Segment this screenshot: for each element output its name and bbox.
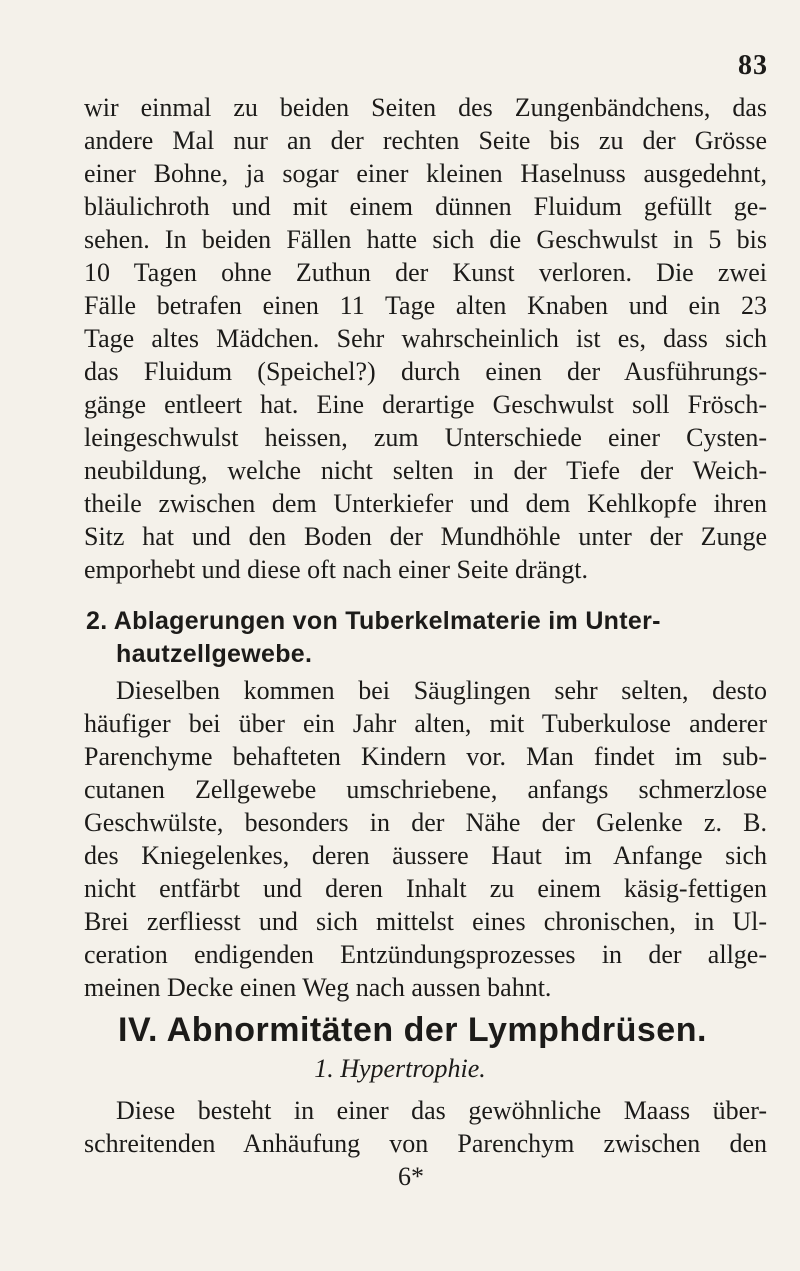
text-line: gänge entleert hat. Eine derartige Geschwulst soll Frösch-: [84, 390, 767, 419]
text-line: schreitenden Anhäufung von Parenchym zwischen den: [84, 1129, 767, 1158]
text-line: sehen. In beiden Fällen hatte sich die Geschwulst in 5 bis: [84, 225, 767, 254]
text-line: leingeschwulst heissen, zum Unterschiede einer Cysten-: [84, 423, 767, 452]
text-line: Brei zerfliesst und sich mittelst eines chronischen, in Ul-: [84, 907, 767, 936]
section-heading: 2. Ablagerungen von Tuberkelmaterie im Unter-: [86, 607, 661, 635]
text-line: emporhebt und diese oft nach einer Seite drängt.: [84, 555, 588, 584]
text-line: Parenchyme behafteten Kindern vor. Man findet im sub-: [84, 742, 767, 771]
subsection-heading: 1. Hypertrophie.: [314, 1054, 486, 1083]
text-line: häufiger bei über ein Jahr alten, mit Tuberkulose anderer: [84, 709, 767, 738]
text-line: andere Mal nur an der rechten Seite bis zu der Grösse: [84, 126, 767, 155]
page-number: 83: [738, 50, 768, 81]
text-line: ceration endigenden Entzündungsprozesses in der allge-: [84, 940, 767, 969]
text-line: 10 Tagen ohne Zuthun der Kunst verloren. Die zwei: [84, 258, 767, 287]
section-heading-continued: hautzellgewebe.: [116, 640, 313, 668]
text-line: Fälle betrafen einen 11 Tage alten Knaben und ein 23: [84, 291, 767, 320]
text-line: das Fluidum (Speichel?) durch einen der Ausführungs-: [84, 357, 767, 386]
text-line: bläulichroth und mit einem dünnen Fluidum gefüllt ge-: [84, 192, 767, 221]
text-line: theile zwischen dem Unterkiefer und dem Kehlkopfe ihren: [84, 489, 767, 518]
text-line: Tage altes Mädchen. Sehr wahrscheinlich ist es, dass sich: [84, 324, 767, 353]
text-line: Diese besteht in einer das gewöhnliche Maass über-: [116, 1096, 767, 1125]
text-line: meinen Decke einen Weg nach aussen bahnt.: [84, 973, 552, 1002]
text-line: wir einmal zu beiden Seiten des Zungenbändchens, das: [84, 93, 767, 122]
text-line: cutanen Zellgewebe umschriebene, anfangs schmerzlose: [84, 775, 767, 804]
text-line: nicht entfärbt und deren Inhalt zu einem käsig-fettigen: [84, 874, 767, 903]
text-line: Dieselben kommen bei Säuglingen sehr selten, desto: [116, 676, 767, 705]
text-line: Sitz hat und den Boden der Mundhöhle unter der Zunge: [84, 522, 767, 551]
text-line: des Kniegelenkes, deren äussere Haut im Anfange sich: [84, 841, 767, 870]
text-line: einer Bohne, ja sogar einer kleinen Haselnuss ausgedehnt,: [84, 159, 767, 188]
signature-mark: 6*: [398, 1162, 424, 1191]
text-line: neubildung, welche nicht selten in der Tiefe der Weich-: [84, 456, 767, 485]
chapter-heading: IV. Abnormitäten der Lymphdrüsen.: [118, 1011, 707, 1049]
text-line: Geschwülste, besonders in der Nähe der Gelenke z. B.: [84, 808, 767, 837]
